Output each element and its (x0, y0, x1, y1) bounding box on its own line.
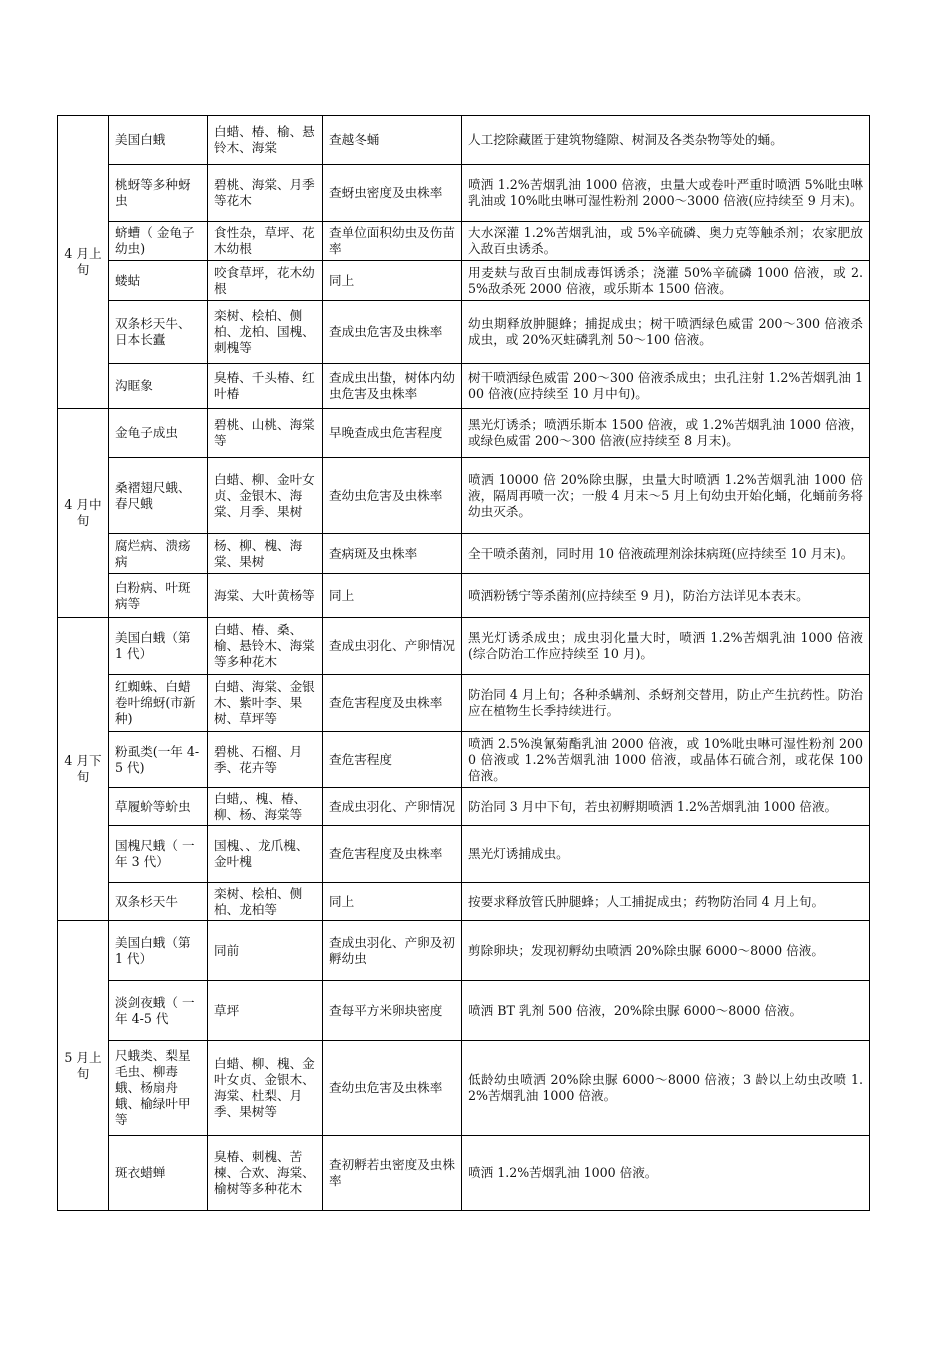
period-cell (58, 921, 109, 1211)
measure-cell: 防治同 3 月中下旬，若虫初孵期喷洒 1.2%苦烟乳油 1000 倍液。 (462, 788, 870, 826)
measure-cell: 黑光灯诱杀；喷洒乐斯本 1500 倍液，或 1.2%苦烟乳油 1000 倍液，或绿色威雷 200～300 倍液(应持续至 8 月末)。 (462, 409, 870, 458)
measure-cell: 全干喷杀菌剂，同时用 10 倍液疏理剂涂抹病斑(应持续至 10 月末)。 (462, 534, 870, 574)
check-cell: 查危害程度及虫株率 (323, 826, 462, 883)
pest-cell: 斑衣蜡蝉 (109, 1136, 208, 1211)
measure-cell: 防治同 4 月上旬；各种杀螨剂、杀蚜剂交替用，防止产生抗药性。防治应在植物生长季持续进行。 (462, 675, 870, 732)
table-row (58, 165, 870, 222)
host-cell: 国槐、、龙爪槐、金叶槐 (208, 826, 323, 883)
pest-cell: 腐烂病、溃疡病 (109, 534, 208, 574)
host-cell: 栾树、桧柏、侧柏、龙柏等 (208, 883, 323, 921)
table-row (58, 675, 870, 732)
measure-cell: 剪除卵块；发现初孵幼虫喷洒 20%除虫脲 6000～8000 倍液。 (462, 921, 870, 981)
check-cell: 查幼虫危害及虫株率 (323, 1041, 462, 1136)
pest-cell: 国槐尺蛾（ 一年 3 代） (109, 826, 208, 883)
check-cell: 查成虫羽化、产卵情况 (323, 618, 462, 675)
host-cell: 白蜡,、槐、椿、柳、杨、海棠等 (208, 788, 323, 826)
check-cell: 查单位面积幼虫及伤苗率 (323, 222, 462, 261)
check-cell: 查危害程度 (323, 732, 462, 788)
host-cell: 白蜡、海棠、金银木、紫叶李、果树、草坪等 (208, 675, 323, 732)
check-cell: 查初孵若虫密度及虫株率 (323, 1136, 462, 1211)
table-row (58, 618, 870, 675)
check-cell: 查越冬蛹 (323, 116, 462, 165)
check-cell: 查病斑及虫株率 (323, 534, 462, 574)
table-row (58, 1041, 870, 1136)
check-cell: 同上 (323, 574, 462, 618)
host-cell: 咬食草坪，花木幼根 (208, 261, 323, 301)
period-label: 4 月中旬 (64, 497, 102, 528)
table-row (58, 222, 870, 261)
pest-control-table (57, 115, 870, 1211)
table-row (58, 574, 870, 618)
check-cell: 同上 (323, 883, 462, 921)
check-cell: 早晚查成虫危害程度 (323, 409, 462, 458)
pest-cell: 蛴螬（ 金龟子幼虫) (109, 222, 208, 261)
pest-cell: 尺蛾类、梨星毛虫、柳毒蛾、杨扇舟蛾、榆绿叶甲等 (109, 1041, 208, 1136)
check-cell: 查蚜虫密度及虫株率 (323, 165, 462, 222)
measure-cell: 喷洒粉锈宁等杀菌剂(应持续至 9 月)，防治方法详见本表末。 (462, 574, 870, 618)
host-cell: 同前 (208, 921, 323, 981)
period-label: 4 月下旬 (64, 753, 102, 784)
period-cell (58, 116, 109, 409)
table-row (58, 981, 870, 1041)
table-row (58, 732, 870, 788)
table-row (58, 788, 870, 826)
pest-cell: 粉虱类(一年 4-5 代) (109, 732, 208, 788)
check-cell: 查成虫出蛰，树体内幼虫危害及虫株率 (323, 364, 462, 409)
table-row (58, 921, 870, 981)
table-row (58, 1136, 870, 1211)
check-cell: 查成虫羽化、产卵情况 (323, 788, 462, 826)
check-cell: 查幼虫危害及虫株率 (323, 458, 462, 534)
host-cell: 白蜡、柳、槐、金叶女贞、金银木、海棠、杜梨、月季、果树等 (208, 1041, 323, 1136)
pest-cell: 双条杉天牛、日本长蠹 (109, 301, 208, 364)
host-cell: 白蜡、椿、桑、榆、悬铃木、海棠等多种花木 (208, 618, 323, 675)
period-label: 4 月上旬 (64, 246, 102, 277)
pest-cell: 蝼蛄 (109, 261, 208, 301)
host-cell: 栾树、桧柏、侧柏、龙柏、国槐、刺槐等 (208, 301, 323, 364)
pest-cell: 美国白蛾 (109, 116, 208, 165)
table-row (58, 261, 870, 301)
measure-cell: 人工挖除藏匿于建筑物缝隙、树洞及各类杂物等处的蛹。 (462, 116, 870, 165)
pest-cell: 桑褶翅尺蛾、春尺蛾 (109, 458, 208, 534)
table-row (58, 883, 870, 921)
table-row (58, 826, 870, 883)
host-cell: 臭椿、刺槐、苦楝、合欢、海棠、榆树等多种花木 (208, 1136, 323, 1211)
check-cell: 查成虫羽化、产卵及初孵幼虫 (323, 921, 462, 981)
pest-cell: 白粉病、叶斑病等 (109, 574, 208, 618)
period-label: 5 月上旬 (64, 1049, 102, 1081)
pest-cell: 金龟子成虫 (109, 409, 208, 458)
measure-cell: 低龄幼虫喷洒 20%除虫脲 6000～8000 倍液；3 龄以上幼虫改喷 1.2%苦烟乳油 1000 倍液。 (462, 1041, 870, 1136)
measure-cell: 喷洒 1.2%苦烟乳油 1000 倍液。 (462, 1136, 870, 1211)
host-cell: 白蜡、柳、金叶女贞、金银木、海棠、月季、果树 (208, 458, 323, 534)
host-cell: 碧桃、山桃、海棠等 (208, 409, 323, 458)
check-cell: 查成虫危害及虫株率 (323, 301, 462, 364)
pest-cell: 淡剑夜蛾（ 一年 4-5 代 (109, 981, 208, 1041)
pest-cell: 双条杉天牛 (109, 883, 208, 921)
measure-cell: 用麦麸与敌百虫制成毒饵诱杀；浇灌 50%辛硫磷 1000 倍液，或 2.5%敌杀死 2000 倍液，或乐斯本 1500 倍液。 (462, 261, 870, 301)
measure-cell: 大水深灌 1.2%苦烟乳油，或 5%辛硫磷、奥力克等触杀剂；农家肥放入敌百虫诱杀。 (462, 222, 870, 261)
host-cell: 食性杂，草坪、花木幼根 (208, 222, 323, 261)
measure-cell: 树干喷洒绿色威雷 200～300 倍液杀成虫；虫孔注射 1.2%苦烟乳油 100 倍液(应持续至 10 月中旬)。 (462, 364, 870, 409)
pest-cell: 美国白蛾（第 1 代） (109, 921, 208, 981)
pest-cell: 美国白蛾（第 1 代） (109, 618, 208, 675)
table-row (58, 301, 870, 364)
check-cell: 查危害程度及虫株率 (323, 675, 462, 732)
pest-cell: 红蜘蛛、白蜡卷叶绵蚜(市新种) (109, 675, 208, 732)
measure-cell: 黑光灯诱杀成虫；成虫羽化量大时，喷洒 1.2%苦烟乳油 1000 倍液(综合防治工作应持续至 10 月)。 (462, 618, 870, 675)
measure-cell: 按要求释放管氏肿腿蜂；人工捕捉成虫；药物防治同 4 月上旬。 (462, 883, 870, 921)
host-cell: 白蜡、椿、榆、悬铃木、海棠 (208, 116, 323, 165)
measure-cell: 喷洒 2.5%溴氰菊酯乳油 2000 倍液，或 10%吡虫啉可湿性粉剂 2000 倍液或 1.2%苦烟乳油 1000 倍液，或晶体石硫合剂，或花保 100 倍液。 (462, 732, 870, 788)
pest-cell: 沟眶象 (109, 364, 208, 409)
check-cell: 同上 (323, 261, 462, 301)
pest-cell: 草履蚧等蚧虫 (109, 788, 208, 826)
host-cell: 碧桃、海棠、月季等花木 (208, 165, 323, 222)
table-row (58, 534, 870, 574)
host-cell: 杨、柳、槐、海棠、果树 (208, 534, 323, 574)
measure-cell: 幼虫期释放肿腿蜂；捕捉成虫；树干喷洒绿色威雷 200～300 倍液杀成虫，或 20%灭蛀磷乳剂 50～100 倍液。 (462, 301, 870, 364)
host-cell: 草坪 (208, 981, 323, 1041)
check-cell: 查每平方米卵块密度 (323, 981, 462, 1041)
host-cell: 臭椿、千头椿、红叶椿 (208, 364, 323, 409)
measure-cell: 喷洒 1.2%苦烟乳油 1000 倍液，虫量大或卷叶严重时喷洒 5%吡虫啉乳油或 10%吡虫啉可湿性粉剂 2000～3000 倍液(应持续至 9 月末)。 (462, 165, 870, 222)
table-row (58, 364, 870, 409)
measure-cell: 喷洒 BT 乳剂 500 倍液，20%除虫脲 6000～8000 倍液。 (462, 981, 870, 1041)
pest-cell: 桃蚜等多种蚜虫 (109, 165, 208, 222)
host-cell: 碧桃、石榴、月季、花卉等 (208, 732, 323, 788)
measure-cell: 黑光灯诱捕成虫。 (462, 826, 870, 883)
host-cell: 海棠、大叶黄杨等 (208, 574, 323, 618)
period-cell (58, 618, 109, 921)
table-row (58, 458, 870, 534)
period-cell (58, 409, 109, 618)
table-row (58, 409, 870, 458)
table-row (58, 116, 870, 165)
measure-cell: 喷洒 10000 倍 20%除虫脲，虫量大时喷洒 1.2%苦烟乳油 1000 倍液，隔周再喷一次；一般 4 月末～5 月上旬幼虫开始化蛹，化蛹前务将幼虫灭杀。 (462, 458, 870, 534)
